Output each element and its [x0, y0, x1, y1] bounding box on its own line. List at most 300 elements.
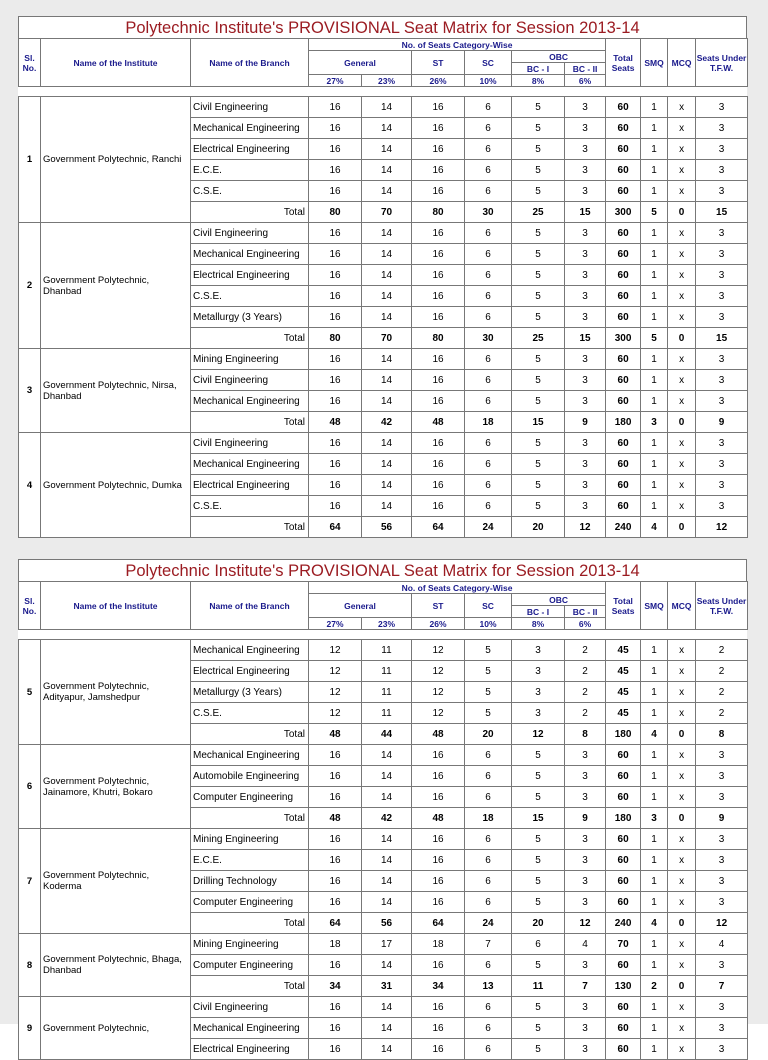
cell-sc: 6	[465, 286, 512, 307]
cell-mcq: x	[668, 997, 696, 1018]
cell-bc1: 5	[512, 286, 565, 307]
total-bc2: 12	[565, 913, 606, 934]
branch-name: E.C.E.	[191, 160, 309, 181]
cell-sc: 6	[465, 223, 512, 244]
cell-sc: 7	[465, 934, 512, 955]
cell-smq: 1	[641, 766, 668, 787]
cell-sc: 6	[465, 391, 512, 412]
cell-total-seats: 60	[606, 1039, 641, 1060]
cell-bc2: 3	[565, 745, 606, 766]
total-bc2: 9	[565, 412, 606, 433]
cell-tfw: 3	[696, 850, 748, 871]
cell-bc2: 3	[565, 1018, 606, 1039]
cell-total-seats: 60	[606, 496, 641, 517]
cell-sc: 6	[465, 349, 512, 370]
pct-bc2: 6%	[565, 75, 606, 87]
cell-bc2: 3	[565, 829, 606, 850]
cell-total-seats: 60	[606, 181, 641, 202]
cell-bc1: 5	[512, 181, 565, 202]
cell-gen1: 16	[309, 391, 362, 412]
cell-smq: 1	[641, 433, 668, 454]
cell-total-seats: 60	[606, 1018, 641, 1039]
cell-bc2: 2	[565, 640, 606, 661]
cell-gen2: 14	[362, 244, 412, 265]
cell-mcq: x	[668, 850, 696, 871]
page-title: Polytechnic Institute's PROVISIONAL Seat Matrix for Session 2013-14	[18, 16, 747, 38]
branch-name: C.S.E.	[191, 286, 309, 307]
cell-tfw: 3	[696, 892, 748, 913]
cell-tfw: 3	[696, 181, 748, 202]
cell-smq: 1	[641, 286, 668, 307]
cell-smq: 1	[641, 871, 668, 892]
col-obc: OBC	[512, 51, 606, 63]
cell-gen2: 14	[362, 265, 412, 286]
total-gen2: 70	[362, 328, 412, 349]
cell-gen1: 16	[309, 829, 362, 850]
total-smq: 4	[641, 724, 668, 745]
cell-tfw: 3	[696, 139, 748, 160]
cell-smq: 1	[641, 307, 668, 328]
total-smq: 5	[641, 202, 668, 223]
cell-sc: 6	[465, 118, 512, 139]
col-sl-no: Sl. No.	[19, 582, 41, 630]
cell-sc: 6	[465, 829, 512, 850]
cell-sc: 6	[465, 265, 512, 286]
cell-st: 16	[412, 370, 465, 391]
total-bc2: 15	[565, 328, 606, 349]
institute-name: Government Polytechnic, Ranchi	[41, 97, 191, 223]
cell-gen2: 14	[362, 850, 412, 871]
cell-gen1: 16	[309, 997, 362, 1018]
cell-bc2: 3	[565, 97, 606, 118]
pct-gen1: 27%	[309, 618, 362, 630]
total-sc: 24	[465, 517, 512, 538]
cell-tfw: 3	[696, 97, 748, 118]
cell-mcq: x	[668, 640, 696, 661]
cell-st: 16	[412, 223, 465, 244]
cell-tfw: 3	[696, 370, 748, 391]
cell-bc2: 3	[565, 223, 606, 244]
col-total-seats: Total Seats	[606, 582, 641, 630]
cell-gen2: 14	[362, 829, 412, 850]
cell-gen1: 16	[309, 454, 362, 475]
total-bc1: 11	[512, 976, 565, 997]
cell-total-seats: 60	[606, 997, 641, 1018]
cell-total-seats: 60	[606, 454, 641, 475]
col-bc2: BC - II	[565, 63, 606, 75]
cell-sc: 6	[465, 244, 512, 265]
cell-gen1: 16	[309, 349, 362, 370]
cell-gen1: 16	[309, 787, 362, 808]
seat-matrix-table	[18, 581, 748, 1060]
cell-tfw: 3	[696, 1039, 748, 1060]
spacer-cell	[19, 630, 748, 640]
cell-smq: 1	[641, 454, 668, 475]
cell-smq: 1	[641, 244, 668, 265]
cell-tfw: 3	[696, 244, 748, 265]
cell-mcq: x	[668, 682, 696, 703]
col-smq: SMQ	[641, 582, 668, 630]
total-sc: 13	[465, 976, 512, 997]
col-category-wise: No. of Seats Category-Wise	[309, 582, 606, 594]
cell-smq: 1	[641, 475, 668, 496]
cell-gen1: 16	[309, 871, 362, 892]
cell-smq: 1	[641, 160, 668, 181]
cell-sc: 6	[465, 475, 512, 496]
cell-tfw: 3	[696, 1018, 748, 1039]
cell-mcq: x	[668, 787, 696, 808]
cell-gen2: 14	[362, 1039, 412, 1060]
cell-st: 16	[412, 265, 465, 286]
total-gen1: 80	[309, 328, 362, 349]
cell-sc: 5	[465, 703, 512, 724]
total-gen1: 64	[309, 913, 362, 934]
cell-gen2: 14	[362, 454, 412, 475]
cell-bc2: 3	[565, 265, 606, 286]
cell-mcq: x	[668, 496, 696, 517]
cell-gen2: 14	[362, 787, 412, 808]
branch-name: C.S.E.	[191, 496, 309, 517]
cell-tfw: 3	[696, 745, 748, 766]
cell-st: 16	[412, 850, 465, 871]
cell-mcq: x	[668, 391, 696, 412]
cell-gen2: 14	[362, 871, 412, 892]
cell-gen2: 14	[362, 286, 412, 307]
cell-gen2: 14	[362, 391, 412, 412]
col-sc: SC	[465, 51, 512, 75]
institute-name: Government Polytechnic, Koderma	[41, 829, 191, 934]
cell-sc: 6	[465, 1039, 512, 1060]
branch-name: Computer Engineering	[191, 955, 309, 976]
cell-st: 16	[412, 1018, 465, 1039]
cell-gen1: 16	[309, 118, 362, 139]
cell-total-seats: 60	[606, 433, 641, 454]
cell-bc1: 5	[512, 433, 565, 454]
institute-name: Government Polytechnic, Bhaga, Dhanbad	[41, 934, 191, 997]
total-label: Total	[191, 808, 309, 829]
pct-bc1: 8%	[512, 618, 565, 630]
cell-gen1: 16	[309, 496, 362, 517]
cell-smq: 1	[641, 892, 668, 913]
total-smq: 5	[641, 328, 668, 349]
total-total-seats: 180	[606, 724, 641, 745]
cell-bc2: 3	[565, 454, 606, 475]
cell-st: 16	[412, 955, 465, 976]
col-st: ST	[412, 51, 465, 75]
col-bc1: BC - I	[512, 606, 565, 618]
cell-mcq: x	[668, 370, 696, 391]
total-total-seats: 180	[606, 808, 641, 829]
total-st: 80	[412, 202, 465, 223]
cell-total-seats: 60	[606, 97, 641, 118]
total-st: 64	[412, 517, 465, 538]
col-branch: Name of the Branch	[191, 39, 309, 87]
cell-tfw: 3	[696, 997, 748, 1018]
total-tfw: 9	[696, 412, 748, 433]
cell-total-seats: 60	[606, 286, 641, 307]
cell-gen1: 16	[309, 265, 362, 286]
cell-st: 16	[412, 997, 465, 1018]
total-gen2: 31	[362, 976, 412, 997]
total-bc2: 7	[565, 976, 606, 997]
total-mcq: 0	[668, 328, 696, 349]
cell-mcq: x	[668, 892, 696, 913]
branch-name: Civil Engineering	[191, 997, 309, 1018]
cell-sc: 6	[465, 496, 512, 517]
page-title: Polytechnic Institute's PROVISIONAL Seat Matrix for Session 2013-14	[18, 559, 747, 581]
total-total-seats: 240	[606, 517, 641, 538]
cell-total-seats: 60	[606, 871, 641, 892]
cell-gen1: 16	[309, 475, 362, 496]
cell-st: 16	[412, 286, 465, 307]
cell-mcq: x	[668, 955, 696, 976]
table-row	[19, 640, 748, 661]
cell-sc: 6	[465, 787, 512, 808]
cell-bc2: 4	[565, 934, 606, 955]
total-bc2: 9	[565, 808, 606, 829]
cell-bc1: 5	[512, 1018, 565, 1039]
spacer-row	[19, 630, 748, 640]
cell-gen1: 16	[309, 97, 362, 118]
cell-bc2: 3	[565, 997, 606, 1018]
total-sc: 30	[465, 202, 512, 223]
cell-bc1: 5	[512, 160, 565, 181]
sl-number: 5	[19, 640, 41, 745]
cell-gen2: 14	[362, 433, 412, 454]
cell-bc1: 5	[512, 97, 565, 118]
total-gen2: 44	[362, 724, 412, 745]
total-sc: 30	[465, 328, 512, 349]
branch-name: Computer Engineering	[191, 787, 309, 808]
col-tfw: Seats Under T.F.W.	[696, 39, 748, 87]
institute-name: Government Polytechnic, Adityapur, Jamshedpur	[41, 640, 191, 745]
cell-bc1: 3	[512, 682, 565, 703]
cell-smq: 1	[641, 934, 668, 955]
cell-st: 12	[412, 640, 465, 661]
cell-gen2: 14	[362, 475, 412, 496]
cell-mcq: x	[668, 160, 696, 181]
cell-bc2: 3	[565, 433, 606, 454]
cell-st: 16	[412, 787, 465, 808]
cell-tfw: 3	[696, 871, 748, 892]
cell-tfw: 3	[696, 286, 748, 307]
spacer-cell	[19, 87, 748, 97]
total-total-seats: 300	[606, 328, 641, 349]
header-row	[19, 39, 748, 51]
table-row	[19, 433, 748, 454]
branch-name: Electrical Engineering	[191, 1039, 309, 1060]
total-tfw: 8	[696, 724, 748, 745]
cell-gen2: 11	[362, 682, 412, 703]
cell-mcq: x	[668, 223, 696, 244]
cell-gen2: 14	[362, 1018, 412, 1039]
cell-bc2: 3	[565, 391, 606, 412]
cell-st: 12	[412, 703, 465, 724]
branch-name: Mechanical Engineering	[191, 640, 309, 661]
cell-bc1: 5	[512, 829, 565, 850]
cell-bc2: 3	[565, 1039, 606, 1060]
col-institute: Name of the Institute	[41, 39, 191, 87]
cell-bc1: 5	[512, 955, 565, 976]
cell-gen1: 16	[309, 745, 362, 766]
cell-sc: 5	[465, 661, 512, 682]
institute-name: Government Polytechnic,	[41, 997, 191, 1060]
cell-gen1: 16	[309, 1018, 362, 1039]
institute-name: Government Polytechnic, Dhanbad	[41, 223, 191, 349]
pct-bc1: 8%	[512, 75, 565, 87]
cell-mcq: x	[668, 307, 696, 328]
total-smq: 3	[641, 808, 668, 829]
cell-total-seats: 60	[606, 766, 641, 787]
col-branch: Name of the Branch	[191, 582, 309, 630]
cell-gen2: 14	[362, 97, 412, 118]
cell-gen2: 14	[362, 997, 412, 1018]
branch-name: Civil Engineering	[191, 97, 309, 118]
total-smq: 4	[641, 517, 668, 538]
cell-total-seats: 60	[606, 139, 641, 160]
total-label: Total	[191, 724, 309, 745]
cell-gen1: 12	[309, 661, 362, 682]
cell-bc2: 3	[565, 766, 606, 787]
cell-gen1: 12	[309, 640, 362, 661]
institute-name: Government Polytechnic, Nirsa, Dhanbad	[41, 349, 191, 433]
total-label: Total	[191, 913, 309, 934]
cell-gen2: 14	[362, 160, 412, 181]
cell-tfw: 3	[696, 307, 748, 328]
cell-total-seats: 60	[606, 850, 641, 871]
total-st: 48	[412, 724, 465, 745]
cell-tfw: 4	[696, 934, 748, 955]
cell-gen1: 16	[309, 286, 362, 307]
cell-gen2: 17	[362, 934, 412, 955]
cell-gen2: 11	[362, 640, 412, 661]
cell-st: 16	[412, 745, 465, 766]
cell-tfw: 2	[696, 640, 748, 661]
cell-st: 16	[412, 118, 465, 139]
cell-gen2: 11	[362, 703, 412, 724]
branch-name: Mechanical Engineering	[191, 244, 309, 265]
cell-bc1: 5	[512, 244, 565, 265]
cell-mcq: x	[668, 118, 696, 139]
cell-st: 16	[412, 871, 465, 892]
cell-bc1: 5	[512, 1039, 565, 1060]
cell-sc: 6	[465, 454, 512, 475]
cell-total-seats: 60	[606, 349, 641, 370]
cell-sc: 6	[465, 181, 512, 202]
branch-name: Metallurgy (3 Years)	[191, 307, 309, 328]
cell-tfw: 3	[696, 787, 748, 808]
cell-sc: 6	[465, 745, 512, 766]
total-total-seats: 300	[606, 202, 641, 223]
cell-tfw: 3	[696, 265, 748, 286]
cell-smq: 1	[641, 391, 668, 412]
cell-smq: 1	[641, 223, 668, 244]
cell-gen2: 14	[362, 223, 412, 244]
cell-total-seats: 60	[606, 118, 641, 139]
total-sc: 18	[465, 412, 512, 433]
cell-smq: 1	[641, 496, 668, 517]
cell-gen2: 14	[362, 745, 412, 766]
cell-bc1: 3	[512, 703, 565, 724]
cell-gen1: 16	[309, 892, 362, 913]
cell-bc2: 3	[565, 787, 606, 808]
total-gen2: 42	[362, 412, 412, 433]
cell-sc: 6	[465, 955, 512, 976]
col-total-seats: Total Seats	[606, 39, 641, 87]
col-sc: SC	[465, 594, 512, 618]
total-bc1: 20	[512, 517, 565, 538]
cell-gen2: 14	[362, 955, 412, 976]
col-general: General	[309, 594, 412, 618]
cell-mcq: x	[668, 139, 696, 160]
cell-gen1: 16	[309, 139, 362, 160]
cell-st: 16	[412, 475, 465, 496]
cell-mcq: x	[668, 703, 696, 724]
cell-bc1: 5	[512, 475, 565, 496]
institute-name: Government Polytechnic, Jainamore, Khutri, Bokaro	[41, 745, 191, 829]
branch-name: Mechanical Engineering	[191, 454, 309, 475]
cell-st: 16	[412, 139, 465, 160]
total-total-seats: 130	[606, 976, 641, 997]
cell-tfw: 3	[696, 349, 748, 370]
cell-bc2: 3	[565, 871, 606, 892]
cell-gen2: 14	[362, 307, 412, 328]
cell-st: 16	[412, 433, 465, 454]
cell-gen2: 14	[362, 892, 412, 913]
branch-name: C.S.E.	[191, 703, 309, 724]
cell-gen2: 14	[362, 349, 412, 370]
total-sc: 24	[465, 913, 512, 934]
cell-bc2: 2	[565, 682, 606, 703]
total-tfw: 12	[696, 517, 748, 538]
cell-gen1: 16	[309, 223, 362, 244]
cell-sc: 6	[465, 997, 512, 1018]
cell-smq: 1	[641, 955, 668, 976]
col-category-wise: No. of Seats Category-Wise	[309, 39, 606, 51]
col-general: General	[309, 51, 412, 75]
cell-mcq: x	[668, 829, 696, 850]
branch-name: Electrical Engineering	[191, 139, 309, 160]
cell-gen1: 16	[309, 160, 362, 181]
cell-bc2: 2	[565, 661, 606, 682]
cell-st: 16	[412, 97, 465, 118]
total-st: 80	[412, 328, 465, 349]
cell-bc1: 5	[512, 997, 565, 1018]
cell-gen2: 14	[362, 181, 412, 202]
sl-number: 2	[19, 223, 41, 349]
cell-bc2: 3	[565, 307, 606, 328]
branch-name: Electrical Engineering	[191, 475, 309, 496]
cell-bc2: 3	[565, 118, 606, 139]
cell-smq: 1	[641, 745, 668, 766]
cell-tfw: 3	[696, 496, 748, 517]
branch-name: Mechanical Engineering	[191, 745, 309, 766]
branch-name: Civil Engineering	[191, 223, 309, 244]
cell-total-seats: 60	[606, 787, 641, 808]
sl-number: 1	[19, 97, 41, 223]
total-gen2: 70	[362, 202, 412, 223]
cell-sc: 6	[465, 1018, 512, 1039]
cell-mcq: x	[668, 286, 696, 307]
cell-gen1: 16	[309, 307, 362, 328]
cell-total-seats: 60	[606, 475, 641, 496]
cell-tfw: 3	[696, 160, 748, 181]
cell-mcq: x	[668, 475, 696, 496]
cell-bc1: 5	[512, 118, 565, 139]
cell-bc1: 5	[512, 454, 565, 475]
total-mcq: 0	[668, 202, 696, 223]
sl-number: 8	[19, 934, 41, 997]
